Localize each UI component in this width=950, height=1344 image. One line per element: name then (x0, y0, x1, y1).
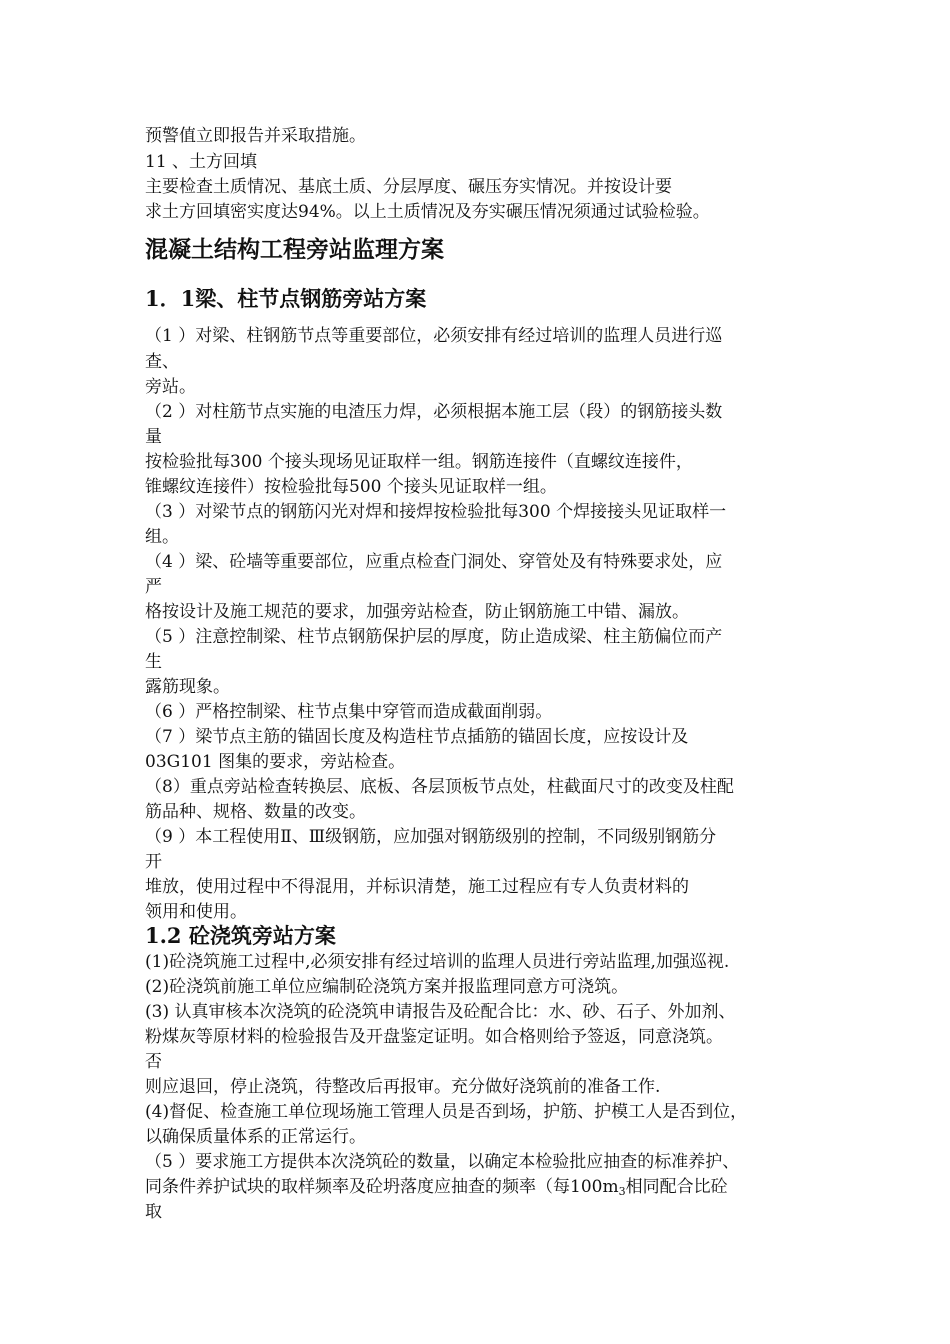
text-line: （8）重点旁站检查转换层、底板、各层顶板节点处，柱截面尺寸的改变及柱配 (145, 777, 734, 797)
text-line: 筋品种、规格、数量的改变。 (145, 802, 366, 822)
text-line: 组。 (145, 527, 179, 547)
text-line: 露筋现象。 (145, 677, 230, 697)
text-line: （6 ）严格控制梁、柱节点集中穿管而造成截面削弱。 (145, 702, 553, 722)
text-line: 预警值立即报告并采取措施。 (145, 126, 366, 146)
text-line: 格按设计及施工规范的要求，加强旁站检查，防止钢筋施工中错、漏放。 (145, 602, 689, 622)
text-line: （5 ）注意控制梁、柱节点钢筋保护层的厚度，防止造成梁、柱主筋偏位而产 (145, 627, 723, 647)
text-line: 以确保质量体系的正常运行。 (145, 1127, 366, 1147)
text-line: 11 、土方回填 (145, 152, 258, 172)
text-line: （2 ）对柱筋节点实施的电渣压力焊，必须根据本施工层（段）的钢筋接头数 (145, 402, 723, 422)
text-line: 按检验批每300 个接头现场见证取样一组。钢筋连接件（直螺纹连接件， (145, 452, 693, 472)
main-heading: 混凝土结构工程旁站监理方案 (145, 237, 444, 263)
text-line: （3 ）对梁节点的钢筋闪光对焊和接焊按检验批每300 个焊接接头见证取样一 (145, 502, 727, 522)
text-line: 旁站。 (145, 377, 196, 397)
text-line: 主要检查土质情况、基底土质、分层厚度、碾压夯实情况。并按设计要 (145, 177, 672, 197)
text-line: 锥螺纹连接件）按检验批每500 个接头见证取样一组。 (145, 477, 557, 497)
text-segment: 同条件养护试块的取样频率及砼坍落度应抽查的频率（每100m (145, 1177, 619, 1197)
text-line: （7 ）梁节点主筋的锚固长度及构造柱节点插筋的锚固长度，应按设计及 (145, 727, 689, 747)
text-line: 查、 (145, 352, 179, 372)
text-line: (3) 认真审核本次浇筑的砼浇筑申请报告及砼配合比：水、砂、石子、外加剂、 (145, 1002, 736, 1022)
section2-title: 1.2 砼浇筑旁站方案 (145, 923, 336, 948)
text-line: （4 ）梁、砼墙等重要部位，应重点检查门洞处、穿管处及有特殊要求处，应 (145, 552, 723, 572)
text-line: (1)砼浇筑施工过程中,必须安排有经过培训的监理人员进行旁站监理,加强巡视. (145, 952, 730, 972)
text-segment: 相同配合比砼 (625, 1177, 728, 1197)
text-line: 粉煤灰等原材料的检验报告及开盘鉴定证明。如合格则给予签返，同意浇筑。 (145, 1027, 723, 1047)
text-line: 求土方回填密实度达94%。以上土质情况及夯实碾压情况须通过试验检验。 (145, 202, 710, 222)
text-line: （9 ）本工程使用Ⅱ、Ⅲ级钢筋，应加强对钢筋级别的控制，不同级别钢筋分 (145, 827, 717, 847)
subscript: 3 (618, 1185, 626, 1198)
section1-title: 1．1梁、柱节点钢筋旁站方案 (145, 286, 427, 311)
text-line: 堆放，使用过程中不得混用，并标识清楚，施工过程应有专人负责材料的 (145, 877, 689, 897)
text-line: 生 (145, 652, 162, 672)
text-line: 严 (145, 577, 162, 597)
text-line (145, 1176, 728, 1203)
text-line: 开 (145, 852, 162, 872)
text-line: （1 ）对梁、柱钢筋节点等重要部位，必须安排有经过培训的监理人员进行巡 (145, 326, 723, 346)
text-line: (4)督促、检查施工单位现场施工管理人员是否到场，护筋、护模工人是否到位， (145, 1102, 748, 1122)
text-line: 取 (145, 1202, 162, 1222)
text-line: 03G101 图集的要求，旁站检查。 (145, 752, 406, 772)
text-line: 否 (145, 1052, 162, 1072)
text-line: 则应退回，停止浇筑，待整改后再报审。充分做好浇筑前的准备工作. (145, 1077, 661, 1097)
text-line: (2)砼浇筑前施工单位应编制砼浇筑方案并报监理同意方可浇筑。 (145, 977, 629, 997)
text-line: 领用和使用。 (145, 902, 247, 922)
text-line: 量 (145, 427, 162, 447)
text-line: （5 ）要求施工方提供本次浇筑砼的数量，以确定本检验批应抽查的标准养护、 (145, 1152, 740, 1172)
